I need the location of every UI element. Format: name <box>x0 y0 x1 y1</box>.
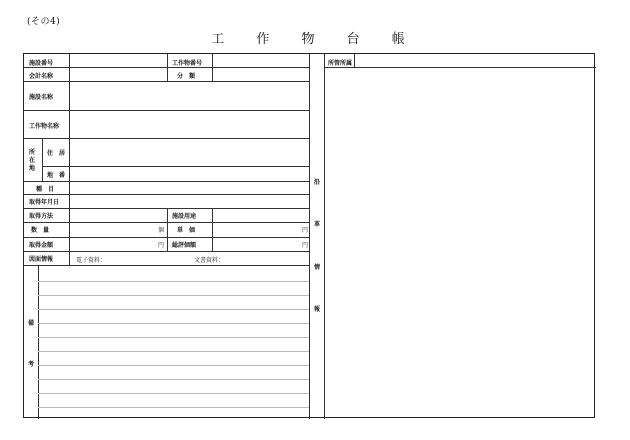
row-line-2 <box>24 81 309 82</box>
row-line-4 <box>24 138 309 139</box>
history-char: 革 <box>314 221 321 228</box>
row-line-7 <box>24 194 309 195</box>
remarks-rule <box>38 337 309 338</box>
row-line-8 <box>24 208 309 209</box>
remarks-rule <box>38 379 309 380</box>
total-value-unit: 円 <box>302 242 309 249</box>
history-char: 沿 <box>314 179 321 186</box>
drawing-info-label: 図面情報 <box>29 256 54 263</box>
row-line-12 <box>24 265 309 266</box>
location-char: 在 <box>29 157 36 164</box>
remarks-rule <box>38 281 309 282</box>
unit-price-unit: 円 <box>302 227 309 234</box>
remarks-divider <box>38 265 39 419</box>
remarks-rule <box>38 323 309 324</box>
row-line-5 <box>42 166 309 167</box>
history-column-edge <box>324 54 325 419</box>
document-data-label: 文書資料： <box>194 257 225 264</box>
remarks-rule <box>38 295 309 296</box>
quantity-unit: 個 <box>158 227 165 234</box>
row-line-3 <box>24 110 309 111</box>
acquisition-amount-unit: 円 <box>158 242 165 249</box>
row-line-11 <box>24 251 309 252</box>
ledger-form <box>23 53 595 418</box>
lot-no-label: 地 番 <box>47 172 66 179</box>
header-note: (その4) <box>27 17 61 27</box>
row-line-10 <box>24 237 309 238</box>
remarks-rule <box>38 351 309 352</box>
divider-mid <box>167 208 168 251</box>
managing-dept-line <box>324 67 596 68</box>
residence-label: 住 居 <box>47 150 66 157</box>
divider-mid2 <box>212 208 213 251</box>
location-divider <box>42 138 43 181</box>
category-label: 種 目 <box>36 186 55 193</box>
managing-dept-label: 所管所属 <box>328 60 353 67</box>
classification-label: 分 類 <box>177 73 196 80</box>
left-table-right-edge <box>309 54 310 419</box>
facility-use-label: 施設用途 <box>172 213 197 220</box>
row-line-1 <box>24 67 309 68</box>
quantity-label: 数 量 <box>31 227 50 234</box>
history-char: 報 <box>314 306 321 313</box>
facility-name-label: 施設名称 <box>29 94 54 101</box>
acquisition-amount-label: 取得金額 <box>29 242 54 249</box>
row-line-6 <box>24 181 309 182</box>
acquisition-date-label: 取得年月日 <box>29 199 60 206</box>
label-column-divider <box>69 54 70 265</box>
remarks-rule <box>38 309 309 310</box>
history-char: 情 <box>314 264 321 271</box>
facility-no-label: 施設番号 <box>29 60 54 67</box>
row-line-9 <box>24 222 309 223</box>
location-char: 地 <box>29 165 36 172</box>
remarks-char: 考 <box>28 361 35 368</box>
remarks-rule <box>38 407 309 408</box>
location-char: 所 <box>29 149 36 156</box>
acquisition-method-label: 取得方法 <box>29 213 54 220</box>
page-title: 工 作 物 台 帳 <box>211 32 419 47</box>
remarks-char: 備 <box>28 320 35 327</box>
total-value-label: 総評価額 <box>172 242 197 249</box>
managing-dept-divider <box>354 54 355 67</box>
accounting-name-label: 会計名称 <box>29 73 54 80</box>
structure-no-label: 工作物番号 <box>172 60 203 67</box>
electronic-data-label: 電子資料： <box>76 257 107 264</box>
remarks-rule <box>38 393 309 394</box>
unit-price-label: 単 価 <box>177 227 196 234</box>
remarks-rule <box>38 365 309 366</box>
structure-name-label: 工作物名称 <box>29 123 60 130</box>
